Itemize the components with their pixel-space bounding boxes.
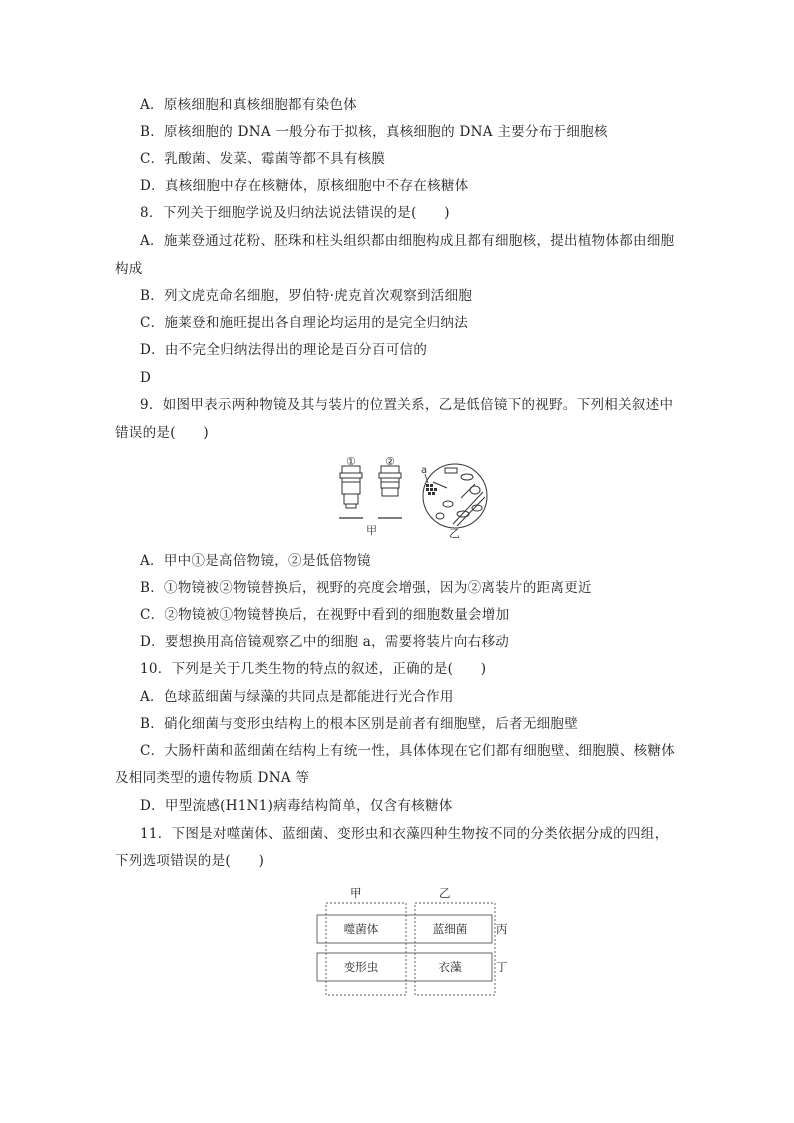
option-9d: D．要想换用高倍镜观察乙中的细胞 a，需要将装片向右移动 — [140, 634, 510, 650]
option-10c-cont: 及相同类型的遗传物质 DNA 等 — [115, 770, 310, 786]
option-7b: B．原核细胞的 DNA 一般分布于拟核，真核细胞的 DNA 主要分布于细胞核 — [140, 124, 608, 140]
option-10a: A．色球蓝细菌与绿藻的共同点是都能进行光合作用 — [140, 689, 454, 705]
column-yi-label: 乙 — [439, 886, 451, 900]
option-10b: B．硝化细菌与变形虫结构上的根本区别是前者有细胞壁，后者无细胞壁 — [140, 716, 579, 732]
objective-2-icon — [379, 466, 401, 496]
option-9a: A．甲中①是高倍物镜，②是低倍物镜 — [140, 553, 371, 569]
cell-amoeba: 变形虫 — [343, 960, 379, 974]
classification-diagram — [312, 895, 502, 1000]
figure-yi-label: 乙 — [449, 527, 460, 540]
option-7c: C．乳酸菌、发菜、霉菌等都不具有核膜 — [140, 151, 386, 167]
cell-phage: 噬菌体 — [343, 922, 379, 936]
option-8a-cont: 构成 — [115, 261, 143, 277]
question-10-stem: 10．下列是关于几类生物的特点的叙述，正确的是( ) — [140, 661, 487, 677]
objective-2-label: ② — [385, 455, 395, 468]
option-7a: A．原核细胞和真核细胞都有染色体 — [140, 97, 358, 113]
objective-1-label: ① — [346, 455, 356, 468]
row-bing-label: 丙 — [496, 922, 508, 936]
question-11-stem: 11．下图是对噬菌体、蓝细菌、变形虫和衣藻四种生物按不同的分类依据分成的四组， — [140, 826, 669, 842]
option-7d: D．真核细胞中存在核糖体，原核细胞中不存在核糖体 — [140, 178, 469, 194]
option-8d: D．由不完全归纳法得出的理论是百分百可信的 — [140, 342, 428, 358]
option-8c: C．施莱登和施旺提出各自理论均运用的是完全归纳法 — [140, 315, 469, 331]
option-8b: B．列文虎克命名细胞，罗伯特·虎克首次观察到活细胞 — [140, 288, 473, 304]
cell-chlamydomonas: 衣藻 — [438, 960, 462, 974]
option-9c: C．②物镜被①物镜替换后，在视野中看到的细胞数量会增加 — [140, 607, 510, 623]
cell-cyanobacteria: 蓝细菌 — [432, 922, 468, 936]
option-10d: D．甲型流感(H1N1)病毒结构简单，仅含有核糖体 — [140, 798, 453, 814]
question-8-stem: 8．下列关于细胞学说及归纳法说法错误的是( ) — [140, 205, 450, 221]
cell-a-label: a — [421, 465, 428, 476]
answer-8: D — [140, 370, 152, 386]
objective-1-icon — [340, 466, 362, 508]
row-ding-label: 丁 — [496, 960, 508, 974]
field-of-view-icon — [423, 464, 487, 528]
option-10c: C．大肠杆菌和蓝细菌在结构上有统一性，具体体现在它们都有细胞壁、细胞膜、核糖体 — [140, 743, 676, 759]
option-8a: A．施莱登通过花粉、胚珠和柱头组织都由细胞构成且都有细胞核，提出植物体都由细胞 — [140, 233, 675, 249]
column-jia-label: 甲 — [350, 886, 362, 900]
cell-cluster-a — [426, 484, 437, 495]
option-9b: B．①物镜被②物镜替换后，视野的亮度会增强，因为②离装片的距离更近 — [140, 580, 592, 596]
figure-jia-label: 甲 — [366, 524, 377, 537]
question-9-stem: 9．如图甲表示两种物镜及其与装片的位置关系，乙是低倍镜下的视野。下列相关叙述中 — [140, 397, 674, 413]
question-11-stem-cont: 下列选项错误的是( ) — [115, 853, 265, 869]
question-9-stem-cont: 错误的是( ) — [115, 425, 209, 441]
